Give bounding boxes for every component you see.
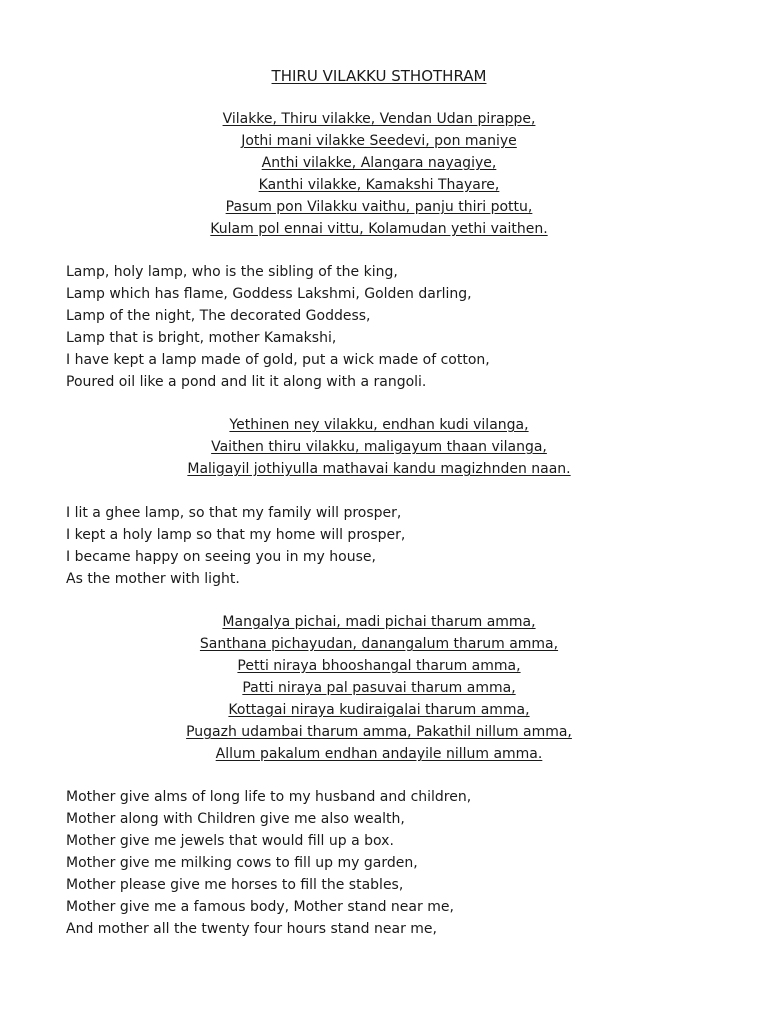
verse-line: Kulam pol ennai vittu, Kolamudan yethi vaithen. — [210, 221, 548, 237]
translation-line: Poured oil like a pond and lit it along with a rangoli. — [66, 374, 427, 390]
verse-line: Pasum pon Vilakku vaithu, panju thiri pottu, — [225, 199, 533, 215]
verse-line: Pugazh udambai tharum amma, Pakathil nillum amma, — [186, 724, 572, 740]
verse-line: Allum pakalum endhan andayile nillum amma. — [215, 746, 543, 762]
translation-line: I became happy on seeing you in my house, — [66, 549, 376, 565]
verse-line: Maligayil jothiyulla mathavai kandu magizhnden naan. — [187, 461, 571, 477]
translation-line: Lamp that is bright, mother Kamakshi, — [66, 330, 337, 346]
translation-line: Mother give me jewels that would fill up a box. — [66, 833, 394, 849]
translation-line: I kept a holy lamp so that my home will prosper, — [66, 527, 406, 543]
translation-line: I lit a ghee lamp, so that my family will prosper, — [66, 505, 402, 521]
translation-line: Mother give me milking cows to fill up my garden, — [66, 855, 418, 871]
translation-line: Mother please give me horses to fill the stables, — [66, 877, 404, 893]
verse-line: Santhana pichayudan, danangalum tharum amma, — [199, 636, 559, 652]
tamil-stanza-2 — [0, 414, 758, 480]
verse-line: Yethinen ney vilakku, endhan kudi vilanga, — [229, 417, 529, 433]
verse-line: Patti niraya pal pasuvai tharum amma, — [242, 680, 516, 696]
translation-line: Mother give me a famous body, Mother stand near me, — [66, 899, 454, 915]
verse-line: Jothi mani vilakke Seedevi, pon maniye — [241, 133, 517, 149]
translation-line: Lamp, holy lamp, who is the sibling of the king, — [66, 264, 398, 280]
translation-line: Lamp which has flame, Goddess Lakshmi, Golden darling, — [66, 286, 472, 302]
verse-line: Kottagai niraya kudiraigalai tharum amma, — [228, 702, 530, 718]
verse-line: Kanthi vilakke, Kamakshi Thayare, — [258, 177, 500, 193]
translation-line: Mother along with Children give me also wealth, — [66, 811, 405, 827]
document-title: THIRU VILAKKU STHOTHRAM — [271, 67, 487, 85]
translation-line: As the mother with light. — [66, 571, 240, 587]
tamil-stanza-3 — [0, 611, 758, 765]
translation-line: Mother give alms of long life to my husband and children, — [66, 789, 472, 805]
english-translation-1 — [66, 261, 746, 393]
english-translation-3 — [66, 786, 746, 940]
verse-line: Vilakke, Thiru vilakke, Vendan Udan pirappe, — [222, 111, 536, 127]
verse-line: Mangalya pichai, madi pichai tharum amma, — [222, 614, 536, 630]
translation-line: I have kept a lamp made of gold, put a wick made of cotton, — [66, 352, 490, 368]
verse-line: Vaithen thiru vilakku, maligayum thaan vilanga, — [211, 439, 547, 455]
verse-line: Anthi vilakke, Alangara nayagiye, — [261, 155, 497, 171]
tamil-stanza-1 — [0, 108, 758, 240]
verse-line: Petti niraya bhooshangal tharum amma, — [237, 658, 521, 674]
translation-line: Lamp of the night, The decorated Goddess, — [66, 308, 371, 324]
english-translation-2 — [66, 502, 746, 590]
translation-line: And mother all the twenty four hours stand near me, — [66, 921, 437, 937]
